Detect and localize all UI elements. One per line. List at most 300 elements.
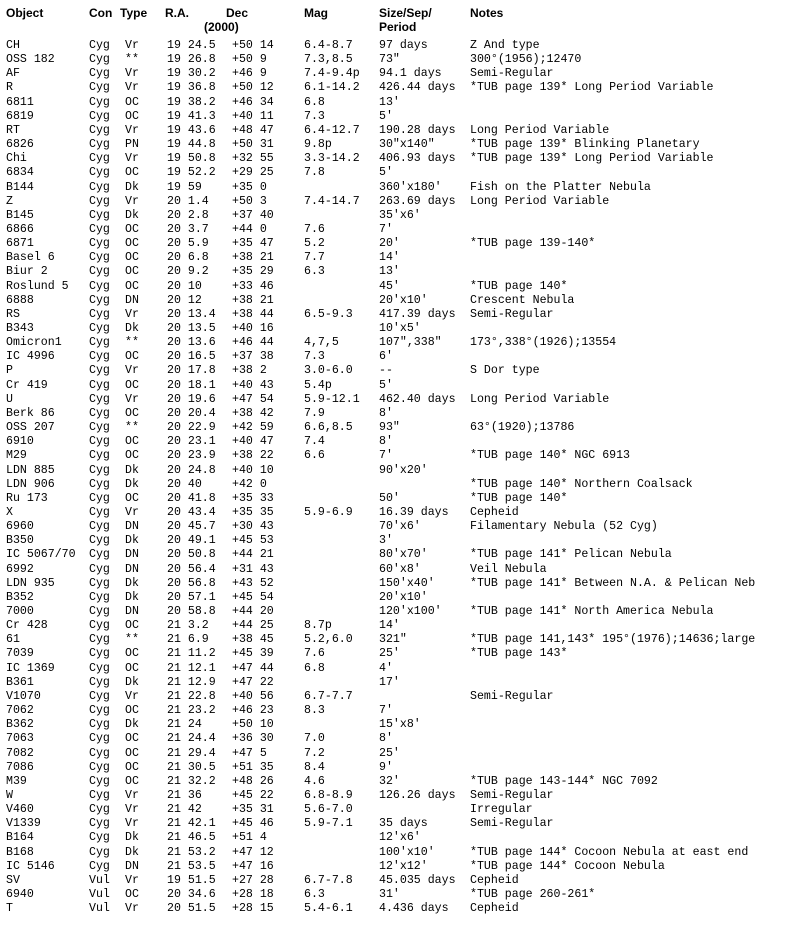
notes-cell: Irregular <box>470 803 533 817</box>
size-cell: 126.26 days <box>379 788 456 802</box>
size-cell: 90'x20' <box>379 463 428 477</box>
constellation-cell: Cyg <box>89 831 110 845</box>
table-row <box>0 449 800 463</box>
magnitude-cell: 6.4-12.7 <box>304 123 360 137</box>
dec-cell: +40 56 <box>232 689 274 703</box>
constellation-cell: Cyg <box>89 803 110 817</box>
table-row <box>0 761 800 775</box>
constellation-cell: Cyg <box>89 590 110 604</box>
object-cell: B144 <box>6 180 34 194</box>
object-cell: Roslund 5 <box>6 279 69 293</box>
magnitude-cell: 6.5-9.3 <box>304 307 353 321</box>
ra-cell: 20 41.8 <box>167 491 216 505</box>
size-cell: 4' <box>379 661 393 675</box>
constellation-cell: Cyg <box>89 378 110 392</box>
table-row <box>0 831 800 845</box>
ra-cell: 19 51.5 <box>167 873 216 887</box>
size-cell: 360'x180' <box>379 180 442 194</box>
constellation-cell: Cyg <box>89 661 110 675</box>
constellation-cell: Cyg <box>89 109 110 123</box>
type-cell: OC <box>125 95 139 109</box>
constellation-cell: Cyg <box>89 576 110 590</box>
table-row <box>0 747 800 761</box>
type-cell: OC <box>125 279 139 293</box>
type-cell: OC <box>125 237 139 251</box>
type-cell: ** <box>125 336 139 350</box>
object-cell: 7086 <box>6 760 34 774</box>
header-notes: Notes <box>470 6 504 20</box>
type-cell: OC <box>125 350 139 364</box>
constellation-cell: Cyg <box>89 180 110 194</box>
ra-cell: 21 12.9 <box>167 675 216 689</box>
notes-cell: Cepheid <box>470 873 519 887</box>
size-cell: 12'x12' <box>379 859 428 873</box>
magnitude-cell: 7.6 <box>304 222 325 236</box>
dec-cell: +47 5 <box>232 746 267 760</box>
table-row <box>0 534 800 548</box>
ra-cell: 19 41.3 <box>167 109 216 123</box>
size-cell: 20' <box>379 237 400 251</box>
dec-cell: +45 22 <box>232 788 274 802</box>
object-cell: P <box>6 364 13 378</box>
table-row <box>0 124 800 138</box>
size-cell: 100'x10' <box>379 845 435 859</box>
object-cell: B343 <box>6 322 34 335</box>
ra-cell: 20 10 <box>167 279 202 293</box>
constellation-cell: Cyg <box>89 392 110 406</box>
object-cell: Basel 6 <box>6 251 55 265</box>
constellation-cell: Cyg <box>89 562 110 576</box>
size-cell: 25' <box>379 647 400 661</box>
constellation-cell: Cyg <box>89 406 110 420</box>
ra-cell: 20 57.1 <box>167 590 216 604</box>
size-cell: 5' <box>379 109 393 123</box>
size-cell: 97 days <box>379 39 428 52</box>
constellation-cell: Cyg <box>89 463 110 477</box>
size-cell: 35'x6' <box>379 208 421 222</box>
ra-cell: 21 3.2 <box>167 619 209 633</box>
object-cell: V1339 <box>6 817 41 831</box>
notes-cell: S Dor type <box>470 364 540 378</box>
ra-cell: 21 6.9 <box>167 633 209 647</box>
dec-cell: +37 40 <box>232 208 274 222</box>
notes-cell: Long Period Variable <box>470 194 610 208</box>
ra-cell: 20 13.4 <box>167 307 216 321</box>
dec-cell: +35 33 <box>232 491 274 505</box>
type-cell: Vr <box>125 81 139 95</box>
table-row <box>0 110 800 124</box>
notes-cell: Semi-Regular <box>470 67 554 81</box>
type-cell: Dk <box>125 590 139 604</box>
ra-cell: 19 52.2 <box>167 166 216 180</box>
header-ra: R.A. <box>165 6 189 20</box>
type-cell: Vr <box>125 803 139 817</box>
object-cell: 7063 <box>6 732 34 746</box>
dec-cell: +50 9 <box>232 53 267 67</box>
constellation-cell: Cyg <box>89 166 110 180</box>
constellation-cell: Cyg <box>89 307 110 321</box>
dec-cell: +46 23 <box>232 704 274 718</box>
constellation-cell: Cyg <box>89 293 110 307</box>
constellation-cell: Cyg <box>89 605 110 618</box>
ra-cell: 19 44.8 <box>167 138 216 152</box>
type-cell: Dk <box>125 845 139 859</box>
magnitude-cell: 6.7-7.8 <box>304 873 353 887</box>
table-row <box>0 96 800 110</box>
ra-cell: 20 3.7 <box>167 222 209 236</box>
object-cell: B362 <box>6 718 34 732</box>
size-cell: 93" <box>379 421 400 435</box>
type-cell: Vr <box>125 67 139 81</box>
ra-cell: 20 43.4 <box>167 505 216 519</box>
object-cell: RS <box>6 307 20 321</box>
ra-cell: 19 43.6 <box>167 123 216 137</box>
table-row <box>0 577 800 591</box>
ra-cell: 19 59 <box>167 180 202 194</box>
table-row <box>0 435 800 449</box>
table-row <box>0 704 800 718</box>
notes-cell: *TUB page 139-140* <box>470 237 596 251</box>
size-cell: 8' <box>379 435 393 449</box>
ra-cell: 20 49.1 <box>167 534 216 548</box>
notes-cell: Filamentary Nebula (52 Cyg) <box>470 520 658 534</box>
dec-cell: +38 21 <box>232 251 274 265</box>
magnitude-cell: 4,7,5 <box>304 336 339 350</box>
table-row <box>0 350 800 364</box>
size-cell: 13' <box>379 265 400 279</box>
object-cell: 6834 <box>6 166 34 180</box>
ra-cell: 21 12.1 <box>167 661 216 675</box>
dec-cell: +47 12 <box>232 845 274 859</box>
header-con: Con <box>89 6 113 20</box>
ra-cell: 19 38.2 <box>167 95 216 109</box>
constellation-cell: Cyg <box>89 265 110 279</box>
type-cell: OC <box>125 109 139 123</box>
magnitude-cell: 7.3 <box>304 350 325 364</box>
table-row <box>0 294 800 308</box>
object-cell: B164 <box>6 831 34 845</box>
dec-cell: +47 22 <box>232 675 274 689</box>
dec-cell: +38 22 <box>232 449 274 463</box>
table-row <box>0 209 800 223</box>
ra-cell: 20 23.1 <box>167 435 216 449</box>
table-row <box>0 718 800 732</box>
size-cell: 80'x70' <box>379 548 428 562</box>
table-row <box>0 548 800 562</box>
table-row <box>0 464 800 478</box>
ra-cell: 21 42 <box>167 803 202 817</box>
size-cell: 30"x140" <box>379 138 435 152</box>
size-cell: 31' <box>379 888 400 901</box>
notes-cell: *TUB page 140* <box>470 491 568 505</box>
notes-cell: *TUB page 140* <box>470 279 568 293</box>
magnitude-cell: 6.3 <box>304 265 325 279</box>
ra-cell: 20 23.9 <box>167 449 216 463</box>
size-cell: 50' <box>379 491 400 505</box>
table-row <box>0 605 800 619</box>
ra-cell: 20 34.6 <box>167 888 216 901</box>
object-cell: 61 <box>6 633 20 647</box>
constellation-cell: Cyg <box>89 194 110 208</box>
notes-cell: Cepheid <box>470 505 519 519</box>
type-cell: Dk <box>125 831 139 845</box>
type-cell: Vr <box>125 39 139 52</box>
ra-cell: 21 30.5 <box>167 760 216 774</box>
notes-cell: Fish on the Platter Nebula <box>470 180 651 194</box>
magnitude-cell: 6.8 <box>304 661 325 675</box>
magnitude-cell: 5.6-7.0 <box>304 803 353 817</box>
notes-cell: *TUB page 139* Long Period Variable <box>470 152 714 166</box>
table-row <box>0 846 800 860</box>
constellation-cell: Cyg <box>89 534 110 548</box>
table-row <box>0 478 800 492</box>
constellation-cell: Cyg <box>89 138 110 152</box>
table-row <box>0 138 800 152</box>
dec-cell: +32 55 <box>232 152 274 166</box>
size-cell: 4.436 days <box>379 902 449 916</box>
object-cell: Chi <box>6 152 27 166</box>
table-row <box>0 39 800 53</box>
dec-cell: +38 21 <box>232 293 274 307</box>
object-cell: LDN 906 <box>6 477 55 491</box>
notes-cell: Crescent Nebula <box>470 293 575 307</box>
table-row <box>0 223 800 237</box>
notes-cell: 63°(1920);13786 <box>470 421 575 435</box>
header-period: Period <box>379 20 417 34</box>
magnitude-cell: 7.6 <box>304 647 325 661</box>
object-cell: T <box>6 902 13 916</box>
table-row <box>0 322 800 336</box>
type-cell: DN <box>125 520 139 534</box>
constellation-cell: Cyg <box>89 251 110 265</box>
ra-cell: 21 53.2 <box>167 845 216 859</box>
object-cell: IC 4996 <box>6 350 55 364</box>
type-cell: ** <box>125 421 139 435</box>
constellation-cell: Cyg <box>89 505 110 519</box>
table-row <box>0 860 800 874</box>
dec-cell: +40 11 <box>232 109 274 123</box>
dec-cell: +50 10 <box>232 718 274 732</box>
object-cell: B361 <box>6 675 34 689</box>
object-cell: 6992 <box>6 562 34 576</box>
size-cell: -- <box>379 364 393 378</box>
dec-cell: +50 31 <box>232 138 274 152</box>
ra-cell: 20 13.5 <box>167 322 216 335</box>
type-cell: OC <box>125 222 139 236</box>
object-cell: R <box>6 81 13 95</box>
constellation-cell: Cyg <box>89 619 110 633</box>
size-cell: 120'x100' <box>379 605 442 618</box>
ra-cell: 21 24 <box>167 718 202 732</box>
magnitude-cell: 5.9-7.1 <box>304 817 353 831</box>
constellation-cell: Cyg <box>89 491 110 505</box>
constellation-cell: Cyg <box>89 237 110 251</box>
table-row <box>0 676 800 690</box>
dec-cell: +47 16 <box>232 859 274 873</box>
size-cell: 45' <box>379 279 400 293</box>
constellation-cell: Cyg <box>89 689 110 703</box>
table-row <box>0 803 800 817</box>
magnitude-cell: 7.7 <box>304 251 325 265</box>
constellation-cell: Cyg <box>89 279 110 293</box>
object-cell: Biur 2 <box>6 265 48 279</box>
dec-cell: +46 34 <box>232 95 274 109</box>
magnitude-cell: 8.3 <box>304 704 325 718</box>
object-cell: IC 5146 <box>6 859 55 873</box>
magnitude-cell: 5.2 <box>304 237 325 251</box>
size-cell: 406.93 days <box>379 152 456 166</box>
dec-cell: +38 2 <box>232 364 267 378</box>
ra-cell: 21 42.1 <box>167 817 216 831</box>
type-cell: Vr <box>125 123 139 137</box>
type-cell: Dk <box>125 675 139 689</box>
type-cell: OC <box>125 166 139 180</box>
constellation-cell: Cyg <box>89 760 110 774</box>
type-cell: DN <box>125 605 139 618</box>
type-cell: Dk <box>125 477 139 491</box>
table-row <box>0 591 800 605</box>
dec-cell: +38 45 <box>232 633 274 647</box>
constellation-cell: Cyg <box>89 520 110 534</box>
ra-cell: 20 6.8 <box>167 251 209 265</box>
table-row <box>0 902 800 916</box>
object-cell: 6819 <box>6 109 34 123</box>
constellation-cell: Cyg <box>89 364 110 378</box>
dec-cell: +40 47 <box>232 435 274 449</box>
size-cell: 6' <box>379 350 393 364</box>
type-cell: OC <box>125 661 139 675</box>
object-cell: IC 1369 <box>6 661 55 675</box>
object-cell: 7000 <box>6 605 34 618</box>
object-cell: B145 <box>6 208 34 222</box>
table-row <box>0 506 800 520</box>
type-cell: OC <box>125 704 139 718</box>
type-cell: Vr <box>125 194 139 208</box>
type-cell: Vr <box>125 392 139 406</box>
constellation-cell: Cyg <box>89 817 110 831</box>
type-cell: OC <box>125 647 139 661</box>
ra-cell: 20 16.5 <box>167 350 216 364</box>
dec-cell: +45 39 <box>232 647 274 661</box>
notes-cell: *TUB page 143-144* NGC 7092 <box>470 774 658 788</box>
dec-cell: +40 16 <box>232 322 274 335</box>
magnitude-cell: 5.9-12.1 <box>304 392 360 406</box>
dec-cell: +51 35 <box>232 760 274 774</box>
type-cell: OC <box>125 265 139 279</box>
table-row <box>0 421 800 435</box>
notes-cell: *TUB page 139* Long Period Variable <box>470 81 714 95</box>
size-cell: 15'x8' <box>379 718 421 732</box>
constellation-cell: Vul <box>89 873 110 887</box>
constellation-cell: Vul <box>89 888 110 901</box>
constellation-cell: Cyg <box>89 788 110 802</box>
type-cell: OC <box>125 760 139 774</box>
dec-cell: +33 46 <box>232 279 274 293</box>
type-cell: OC <box>125 449 139 463</box>
type-cell: OC <box>125 746 139 760</box>
ra-cell: 20 12 <box>167 293 202 307</box>
table-row <box>0 237 800 251</box>
table-row <box>0 166 800 180</box>
type-cell: OC <box>125 888 139 901</box>
constellation-cell: Cyg <box>89 39 110 52</box>
magnitude-cell: 6.8 <box>304 95 325 109</box>
constellation-cell: Cyg <box>89 774 110 788</box>
constellation-cell: Cyg <box>89 449 110 463</box>
constellation-cell: Cyg <box>89 81 110 95</box>
object-cell: LDN 885 <box>6 463 55 477</box>
dec-cell: +47 54 <box>232 392 274 406</box>
size-cell: 107",338" <box>379 336 442 350</box>
dec-cell: +44 21 <box>232 548 274 562</box>
table-row <box>0 407 800 421</box>
ra-cell: 20 20.4 <box>167 406 216 420</box>
constellation-cell: Cyg <box>89 859 110 873</box>
object-cell: Berk 86 <box>6 406 55 420</box>
table-row <box>0 647 800 661</box>
object-cell: 6888 <box>6 293 34 307</box>
type-cell: OC <box>125 774 139 788</box>
size-cell: 7' <box>379 704 393 718</box>
type-cell: Vr <box>125 788 139 802</box>
dec-cell: +30 43 <box>232 520 274 534</box>
magnitude-cell: 5.9-6.9 <box>304 505 353 519</box>
ra-cell: 21 53.5 <box>167 859 216 873</box>
table-row <box>0 379 800 393</box>
dec-cell: +36 30 <box>232 732 274 746</box>
dec-cell: +48 47 <box>232 123 274 137</box>
magnitude-cell: 6.1-14.2 <box>304 81 360 95</box>
constellation-cell: Cyg <box>89 152 110 166</box>
magnitude-cell: 5.2,6.0 <box>304 633 353 647</box>
ra-cell: 20 19.6 <box>167 392 216 406</box>
object-cell: LDN 935 <box>6 576 55 590</box>
type-cell: Vr <box>125 505 139 519</box>
type-cell: Dk <box>125 322 139 335</box>
type-cell: DN <box>125 548 139 562</box>
notes-cell: Z And type <box>470 39 540 52</box>
header-object: Object <box>6 6 44 20</box>
object-cell: 6960 <box>6 520 34 534</box>
object-cell: U <box>6 392 13 406</box>
dec-cell: +28 15 <box>232 902 274 916</box>
type-cell: Vr <box>125 689 139 703</box>
size-cell: 17' <box>379 675 400 689</box>
table-row <box>0 888 800 902</box>
magnitude-cell: 7.2 <box>304 746 325 760</box>
ra-cell: 20 17.8 <box>167 364 216 378</box>
size-cell: 426.44 days <box>379 81 456 95</box>
dec-cell: +35 47 <box>232 237 274 251</box>
constellation-cell: Cyg <box>89 322 110 335</box>
constellation-cell: Cyg <box>89 704 110 718</box>
object-cell: Omicron1 <box>6 336 62 350</box>
dec-cell: +46 44 <box>232 336 274 350</box>
size-cell: 462.40 days <box>379 392 456 406</box>
dec-cell: +51 4 <box>232 831 267 845</box>
table-row <box>0 563 800 577</box>
ra-cell: 19 36.8 <box>167 81 216 95</box>
type-cell: ** <box>125 53 139 67</box>
dec-cell: +37 38 <box>232 350 274 364</box>
table-row <box>0 67 800 81</box>
ra-cell: 20 9.2 <box>167 265 209 279</box>
ra-cell: 19 30.2 <box>167 67 216 81</box>
object-cell: X <box>6 505 13 519</box>
dec-cell: +45 46 <box>232 817 274 831</box>
type-cell: Vr <box>125 902 139 916</box>
object-cell: 6811 <box>6 95 34 109</box>
